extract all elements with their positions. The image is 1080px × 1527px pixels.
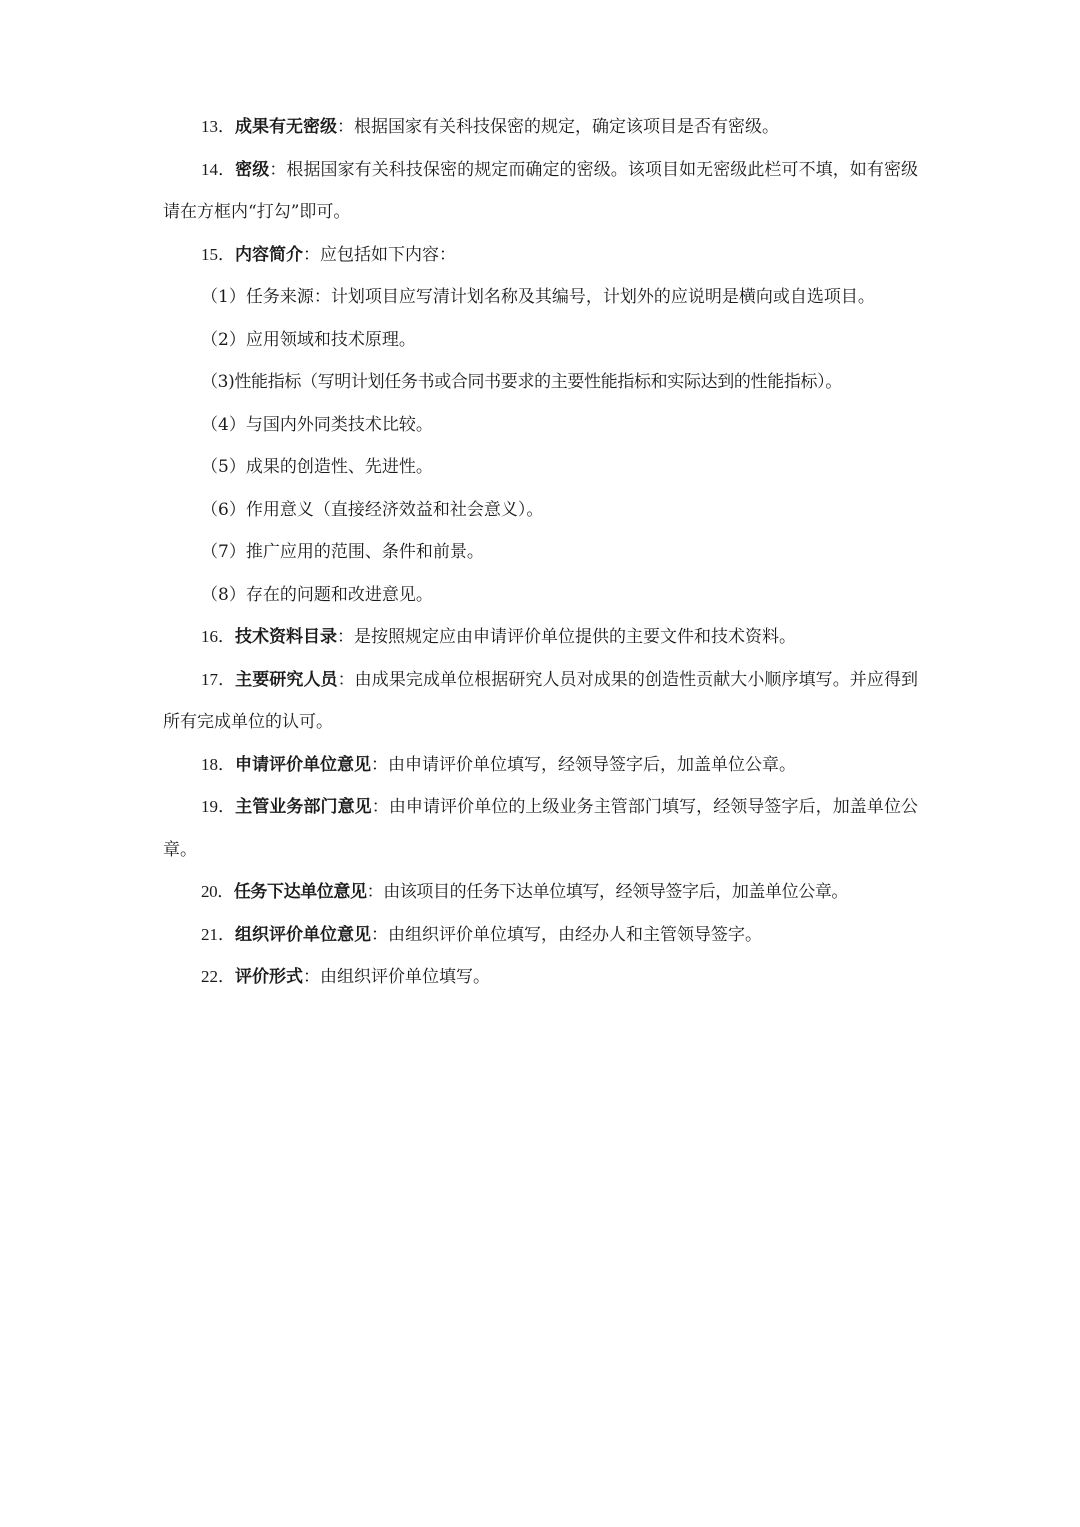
item-number: 14． bbox=[201, 159, 236, 179]
item-term: 技术资料目录 bbox=[235, 627, 337, 647]
item-number: 18． bbox=[201, 754, 235, 774]
item-18 bbox=[163, 744, 918, 787]
item-21 bbox=[163, 914, 918, 957]
subitem-1: （1）任务来源：计划项目应写清计划名称及其编号，计划外的应说明是横向或自选项目。 bbox=[201, 287, 875, 307]
item-text: ：由申请评价单位填写，经领导签字后，加盖单位公章。 bbox=[371, 754, 796, 775]
item-number: 13． bbox=[201, 117, 235, 136]
item-term: 内容简介 bbox=[235, 244, 303, 265]
item-term: 申请评价单位意见 bbox=[235, 754, 371, 775]
item-17 bbox=[163, 659, 918, 744]
item-number: 20． bbox=[201, 882, 234, 901]
item-16 bbox=[163, 616, 918, 659]
subitem-6: （6）作用意义（直接经济效益和社会意义）。 bbox=[201, 499, 544, 520]
item-term: 密级 bbox=[235, 159, 270, 180]
item-text: ：由组织评价单位填写，由经办人和主管领导签字。 bbox=[371, 924, 762, 945]
item-text: ：由成果完成单位根据研究人员对成果的创造性贡献大小顺序填写。并应得到所有完成单位的认可。 bbox=[163, 669, 919, 732]
item-number: 17． bbox=[201, 669, 236, 689]
item-14 bbox=[163, 149, 918, 234]
item-term: 主要研究人员 bbox=[235, 669, 338, 690]
item-19 bbox=[163, 786, 918, 871]
item-text: ：根据国家有关科技保密的规定而确定的密级。该项目如无密级此栏可不填，如有密级请在方框内“打勾”即可。 bbox=[163, 159, 919, 222]
instructions-body bbox=[163, 106, 918, 999]
item-number: 19． bbox=[201, 797, 236, 816]
item-20 bbox=[163, 871, 918, 914]
subitem-7: （7）推广应用的范围、条件和前景。 bbox=[201, 542, 484, 562]
item-text: ：由该项目的任务下达单位填写，经领导签字后，加盖单位公章。 bbox=[366, 882, 849, 902]
item-text: ：应包括如下内容： bbox=[303, 244, 456, 265]
subitem-5: （5）成果的创造性、先进性。 bbox=[201, 457, 433, 477]
item-number: 16． bbox=[201, 627, 235, 646]
item-13 bbox=[163, 106, 918, 149]
item-text: ：是按照规定应由申请评价单位提供的主要文件和技术资料。 bbox=[337, 627, 796, 647]
item-number: 15． bbox=[201, 244, 235, 264]
subitem-4: （4）与国内外同类技术比较。 bbox=[201, 414, 433, 435]
item-text: ：根据国家有关科技保密的规定，确定该项目是否有密级。 bbox=[337, 117, 779, 137]
item-number: 22． bbox=[201, 967, 235, 986]
subitem-3: （3)性能指标（写明计划任务书或合同书要求的主要性能指标和实际达到的性能指标）。 bbox=[201, 372, 842, 392]
item-15 bbox=[163, 234, 918, 277]
subitem-2: （2）应用领域和技术原理。 bbox=[201, 329, 416, 350]
item-text: ：由组织评价单位填写。 bbox=[303, 967, 490, 987]
item-22 bbox=[163, 956, 918, 999]
item-term: 任务下达单位意见 bbox=[233, 882, 367, 902]
item-number: 21． bbox=[201, 924, 235, 944]
item-term: 组织评价单位意见 bbox=[235, 924, 371, 945]
item-term: 主管业务部门意见 bbox=[235, 797, 372, 817]
item-term: 成果有无密级 bbox=[235, 117, 337, 137]
item-term: 评价形式 bbox=[235, 967, 303, 987]
item-text: ：由申请评价单位的上级业务主管部门填写，经领导签字后，加盖单位公章。 bbox=[163, 797, 919, 860]
subitem-8: （8）存在的问题和改进意见。 bbox=[201, 584, 433, 605]
